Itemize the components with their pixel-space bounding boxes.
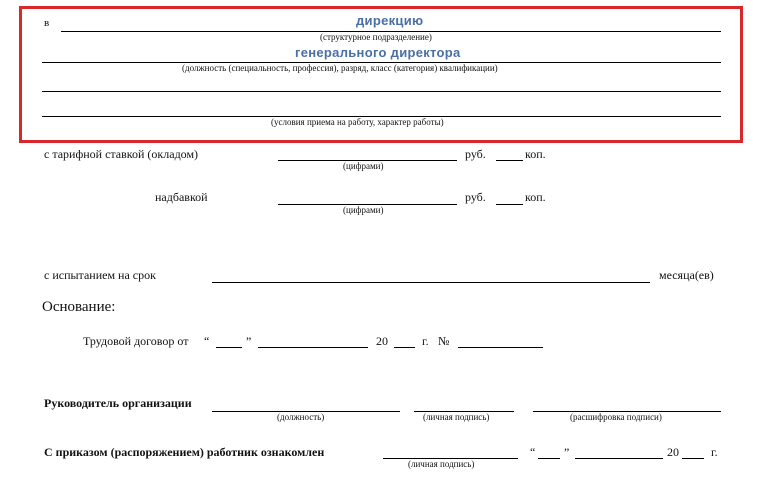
contract-month-line[interactable] xyxy=(258,347,368,348)
probation-suffix: месяца(ев) xyxy=(659,268,714,282)
bonus-label: надбавкой xyxy=(155,190,208,204)
salary-rub: руб. xyxy=(465,147,486,161)
salary-kop-line[interactable] xyxy=(496,160,523,161)
acquaint-year-suffix: г. xyxy=(711,445,718,459)
contract-year-suffix: г. xyxy=(422,334,429,348)
conditions-line-1 xyxy=(42,91,721,92)
contract-label: Трудовой договор от xyxy=(83,334,189,348)
bonus-kop: коп. xyxy=(525,190,546,204)
bonus-kop-line[interactable] xyxy=(496,204,523,205)
department-value[interactable]: дирекцию xyxy=(356,13,424,28)
head-signature-caption: (личная подпись) xyxy=(423,412,490,422)
contract-day-line[interactable] xyxy=(216,347,242,348)
contract-year-prefix: 20 xyxy=(376,334,388,348)
head-label: Руководитель организации xyxy=(44,396,192,410)
acquaint-label: С приказом (распоряжением) работник ознакомлен xyxy=(44,445,325,459)
contract-number-line[interactable] xyxy=(458,347,543,348)
acquaint-quote-open: “ xyxy=(530,445,536,459)
contract-number-sign: № xyxy=(438,334,450,348)
acquaint-signature-caption: (личная подпись) xyxy=(408,459,475,469)
department-caption: (структурное подразделение) xyxy=(320,32,432,42)
position-value[interactable]: генерального директора xyxy=(295,45,461,60)
head-decoding-caption: (расшифровка подписи) xyxy=(570,412,662,422)
head-position-caption: (должность) xyxy=(277,412,325,422)
position-caption: (должность (специальность, профессия), разряд, класс (категория) квалификации) xyxy=(182,63,498,73)
bonus-caption: (цифрами) xyxy=(343,205,384,215)
probation-label: с испытанием на срок xyxy=(44,268,156,282)
salary-kop: коп. xyxy=(525,147,546,161)
acquaint-quote-close: ” xyxy=(564,445,570,459)
contract-year-line[interactable] xyxy=(394,347,415,348)
salary-caption: (цифрами) xyxy=(343,161,384,171)
acquaint-year-line[interactable] xyxy=(682,458,704,459)
acquaint-day-line[interactable] xyxy=(538,458,560,459)
basis-title: Основание: xyxy=(42,299,116,315)
salary-label: с тарифной ставкой (окладом) xyxy=(44,147,199,161)
contract-quote-open: “ xyxy=(204,334,210,348)
contract-quote-close: ” xyxy=(246,334,252,348)
probation-line[interactable] xyxy=(212,282,650,283)
acquaint-month-line[interactable] xyxy=(575,458,663,459)
bonus-rub: руб. xyxy=(465,190,486,204)
acquaint-year-prefix: 20 xyxy=(667,445,679,459)
conditions-caption: (условия приема на работу, характер работы) xyxy=(271,117,444,127)
prefix-v: в xyxy=(44,17,50,29)
